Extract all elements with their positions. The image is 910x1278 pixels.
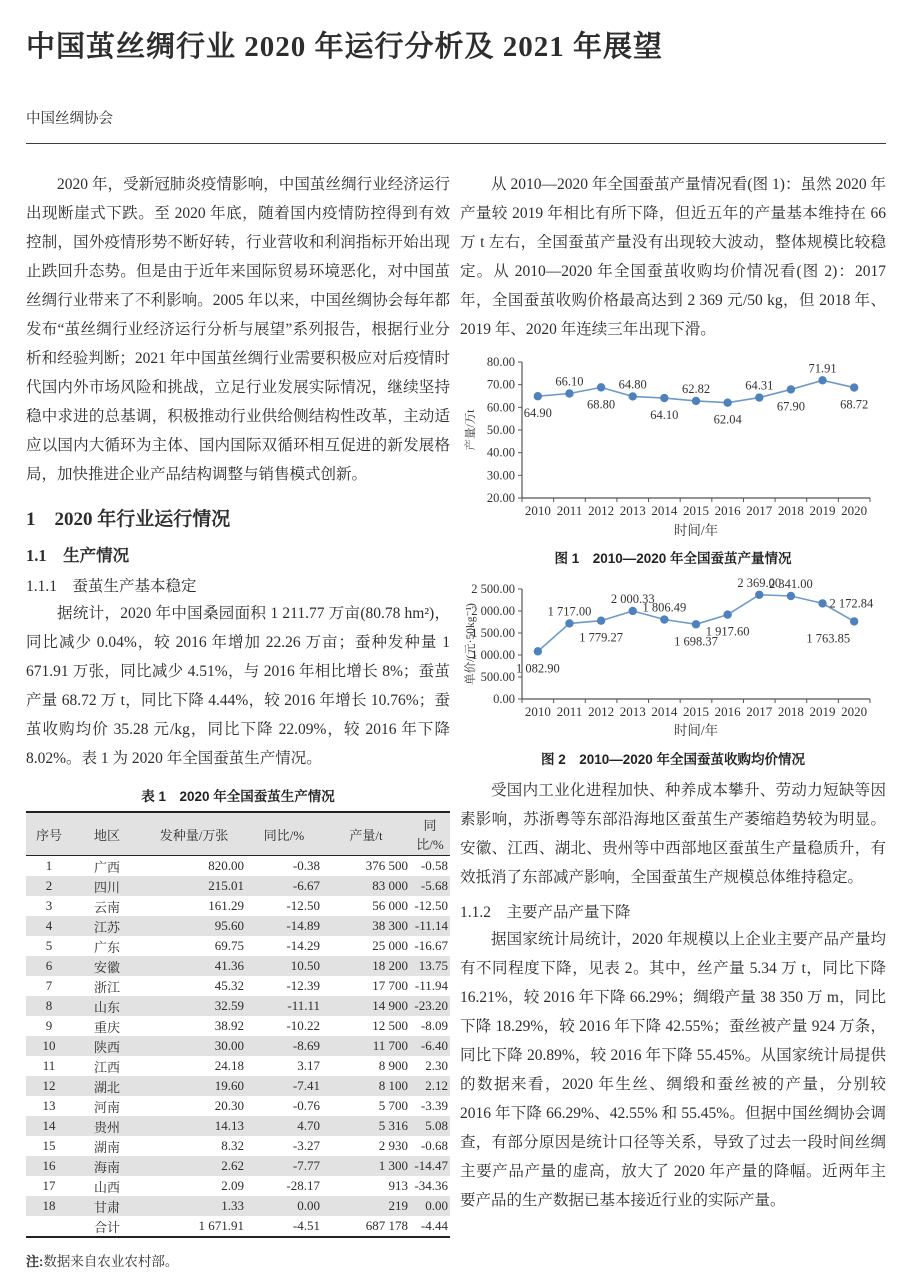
table-cell: -11.11: [287, 998, 320, 1013]
table-cell: -12.50: [414, 898, 448, 913]
table-cell: 0.00: [425, 1198, 448, 1213]
table-cell: 83 000: [372, 878, 408, 893]
svg-text:2010: 2010: [524, 704, 551, 719]
table-cell: 20.30: [214, 1098, 244, 1113]
table-cell: 30.00: [214, 1038, 244, 1053]
section-heading-1-1-2: 1.1.2 主要产品产量下降: [460, 904, 631, 921]
page-title: 中国茧丝绸行业 2020 年运行分析及 2021 年展望: [26, 31, 664, 63]
table-header-cell: 序号: [26, 812, 72, 856]
table-cell: 1: [45, 858, 53, 873]
svg-text:2 369.00: 2 369.00: [737, 575, 782, 590]
table-cell: -14.29: [286, 938, 320, 953]
svg-text:2010: 2010: [524, 503, 551, 518]
table-cell: 56 000: [372, 898, 408, 913]
figure-1-caption: 图 1 2010—2020 年全国蚕茧产量情况: [554, 551, 792, 566]
table-total-row: [26, 1216, 450, 1237]
table-cell: 12 500: [372, 1018, 408, 1033]
table-cell: -4.44: [420, 1218, 448, 1233]
table-cell: 安徽: [93, 959, 120, 975]
table-cell: 12: [42, 1078, 56, 1093]
svg-text:2019: 2019: [809, 704, 836, 719]
table-cell: 合计: [93, 1219, 120, 1235]
table-cell: 10.50: [290, 958, 320, 973]
svg-text:2016: 2016: [714, 503, 741, 518]
header-divider: [26, 143, 886, 144]
svg-text:60.00: 60.00: [486, 400, 515, 415]
table-header-cell: 发种量/万张: [142, 812, 246, 856]
table-cell: 38 300: [372, 918, 408, 933]
table-cell: -8.09: [420, 1018, 448, 1033]
table-row: [26, 916, 450, 936]
svg-text:单价/(元·50kg⁻¹): 单价/(元·50kg⁻¹): [465, 603, 477, 685]
table-cell: -8.69: [292, 1038, 320, 1053]
table-cell: 1 671.91: [198, 1218, 244, 1233]
figure-2: [460, 575, 886, 768]
svg-text:68.72: 68.72: [840, 397, 869, 412]
svg-text:68.80: 68.80: [587, 397, 616, 412]
left-column: [26, 170, 450, 1270]
table-cell: 2.09: [221, 1178, 244, 1193]
table-cell: [26, 1216, 72, 1237]
table-row: [26, 856, 450, 877]
paragraph-stats: 据统计，2020 年中国桑园面积 1 211.77 万亩(80.78 hm²)，同比减少 0.04%，较 2016 年增加 22.26 万亩；蚕种发种量 1 671.91 万张，同比减少 4.51%，与 2016 年相比增长 8%；蚕茧产量 68.72 万 t，同比下降 4.44%，较 2016 年增长 10.76%；蚕茧收购均价 35.28 元/kg，同比下降 22.09%，较 2016 年下降 8.02%。表 1 为 2020 年全国蚕茧生产情况。: [26, 605, 450, 767]
table-cell: 0.00: [297, 1198, 320, 1213]
table1-note-text: 数据来自农业农村部。: [43, 1254, 179, 1269]
svg-text:0.00: 0.00: [493, 692, 515, 706]
table-cell: 11 700: [372, 1038, 408, 1053]
table-cell: -7.77: [292, 1158, 320, 1173]
table-cell: 3: [45, 898, 53, 913]
svg-text:2012: 2012: [588, 503, 615, 518]
chart-cocoon-price: [460, 575, 886, 746]
table-cell: -23.20: [414, 998, 448, 1013]
table-cell: 18: [42, 1198, 56, 1213]
table-row: [26, 1096, 450, 1116]
figure-1: [460, 352, 886, 567]
svg-text:2016: 2016: [714, 704, 741, 719]
table-cell: 14 900: [372, 998, 408, 1013]
table-cell: 4.70: [297, 1118, 320, 1133]
table-cell: 69.75: [214, 938, 244, 953]
table-cell: 17: [42, 1178, 56, 1193]
svg-text:67.90: 67.90: [776, 399, 805, 414]
table-cell: 32.59: [214, 998, 244, 1013]
table-row: [26, 876, 450, 896]
table-row: [26, 1056, 450, 1076]
svg-text:1 082.90: 1 082.90: [515, 661, 560, 676]
table-cell: 4: [45, 918, 53, 933]
table-cell: 5: [45, 938, 53, 953]
table-row: [26, 1136, 450, 1156]
table-cell: -7.41: [292, 1078, 320, 1093]
line-chart: [460, 575, 886, 741]
table-cell: 河南: [93, 1099, 120, 1115]
svg-text:2015: 2015: [683, 704, 709, 719]
chart-cocoon-output: [460, 352, 886, 545]
svg-text:2011: 2011: [556, 704, 583, 719]
svg-text:40.00: 40.00: [486, 445, 515, 460]
table-cell: -5.68: [420, 878, 448, 893]
table-row: [26, 1196, 450, 1216]
table-cell: 24.18: [214, 1058, 244, 1073]
table-cell: 19.60: [214, 1078, 244, 1093]
table-cell: 7: [45, 978, 53, 993]
table-cell: 湖北: [93, 1079, 120, 1095]
svg-text:62.04: 62.04: [713, 412, 742, 427]
svg-text:50.00: 50.00: [486, 423, 515, 437]
svg-text:1 717.00: 1 717.00: [547, 604, 592, 619]
table-cell: -14.89: [286, 918, 320, 933]
table-cell: 3.17: [297, 1058, 320, 1073]
table-cell: 5 700: [378, 1098, 408, 1113]
table-cell: -6.40: [420, 1038, 448, 1053]
table-cell: 江苏: [93, 919, 120, 935]
section-heading-1-1: 1.1 生产情况: [26, 546, 130, 565]
svg-text:1 698.37: 1 698.37: [674, 634, 718, 649]
table-cell: -12.39: [286, 978, 320, 993]
table-cell: 8.32: [221, 1138, 244, 1153]
table-cell: -0.68: [420, 1138, 448, 1153]
table-cell: 山西: [93, 1179, 120, 1195]
line-chart: [460, 352, 886, 540]
svg-text:2020: 2020: [841, 704, 868, 719]
table-cell: 浙江: [93, 979, 120, 995]
svg-text:2 341.00: 2 341.00: [769, 576, 813, 591]
table-row: [26, 936, 450, 956]
two-column-body: [26, 170, 886, 1270]
svg-text:2013: 2013: [619, 503, 646, 518]
table-cell: -6.67: [292, 878, 320, 893]
table-cell: 11: [42, 1058, 56, 1073]
svg-text:2 172.84: 2 172.84: [829, 596, 874, 611]
svg-text:产量/万t: 产量/万t: [465, 409, 477, 451]
table-cell: -3.39: [420, 1098, 448, 1113]
table1: [26, 811, 450, 1238]
svg-text:64.31: 64.31: [745, 378, 774, 393]
table-cell: 海南: [93, 1159, 120, 1175]
table-cell: 2 930: [378, 1138, 408, 1153]
table-cell: 45.32: [214, 978, 244, 993]
svg-text:1 917.60: 1 917.60: [705, 624, 750, 639]
svg-text:2014: 2014: [651, 503, 678, 518]
svg-text:62.82: 62.82: [681, 381, 711, 396]
table-cell: 贵州: [93, 1119, 120, 1135]
paragraph-products: 据国家统计局统计，2020 年规模以上企业主要产品产量均有不同程度下降，见表 2。其中，丝产量 5.34 万 t，同比下降 16.21%，较 2016 年下降 66.29%；绸缎产量 38 350 万 m，同比下降 18.29%，较 2016 年下降 42.55%；蚕丝被产量 924 万条，同比下降 20.89%，较 2016 年下降 55.45%。从国家统计局提供的数据来看，2020 年生丝、绸缎和蚕丝被的产量，分别较 2016 年下降 66.29%、42.55% 和 55.45%。但据中国丝绸协会调查，有部分原因是统计口径等关系，导致了过去一段时间丝绸主要产品产量的虚高，放大了 2020 年产量的降幅。近两年主要产品的生产数据已基本接近行业的实际产量。: [460, 931, 886, 1209]
table-cell: 8 100: [378, 1078, 408, 1093]
table-header-cell: 同比/%: [246, 812, 322, 856]
table-cell: 6: [45, 958, 53, 973]
table1-note: [26, 1250, 450, 1270]
table-cell: -12.50: [286, 898, 320, 913]
table1-note-label: 注:: [26, 1254, 44, 1269]
svg-text:2014: 2014: [651, 704, 678, 719]
table-cell: 5.08: [425, 1118, 448, 1133]
table-header-cell: 地区: [72, 812, 142, 856]
table-row: [26, 956, 450, 976]
table-cell: 2: [45, 878, 53, 893]
table-cell: 1 300: [378, 1158, 408, 1173]
table-cell: 广东: [93, 939, 120, 955]
svg-text:1 806.49: 1 806.49: [642, 600, 687, 615]
svg-text:70.00: 70.00: [486, 377, 515, 392]
table-cell: -0.38: [292, 858, 320, 873]
svg-text:1 500.00: 1 500.00: [471, 626, 515, 640]
svg-text:2012: 2012: [588, 704, 615, 719]
table-cell: 9: [45, 1018, 53, 1033]
svg-text:2011: 2011: [556, 503, 583, 518]
table-cell: 重庆: [93, 1019, 120, 1035]
table-cell: 687 178: [365, 1218, 408, 1233]
table-cell: 913: [388, 1178, 408, 1193]
table1-caption: 表 1 2020 年全国蚕茧生产情况: [141, 789, 335, 804]
svg-text:2018: 2018: [777, 704, 804, 719]
table-cell: 山东: [93, 999, 120, 1015]
table-cell: 四川: [93, 879, 120, 895]
svg-text:1 000.00: 1 000.00: [471, 648, 515, 662]
table-cell: -0.76: [292, 1098, 320, 1113]
svg-text:66.10: 66.10: [555, 374, 584, 389]
svg-text:1 763.85: 1 763.85: [806, 631, 851, 646]
table-row: [26, 896, 450, 916]
section-heading-1: 1 2020 年行业运行情况: [26, 509, 231, 530]
svg-text:64.80: 64.80: [618, 377, 647, 392]
table-row: [26, 976, 450, 996]
table-cell: -11.94: [414, 978, 448, 993]
table-cell: 湖南: [93, 1139, 120, 1155]
svg-text:71.91: 71.91: [808, 361, 837, 376]
table-cell: 广西: [93, 859, 120, 875]
svg-text:2 000.00: 2 000.00: [471, 604, 515, 618]
table-cell: 41.36: [214, 958, 244, 973]
table-cell: -3.27: [292, 1138, 320, 1153]
section-heading-1-1-1: 1.1.1 蚕茧生产基本稳定: [26, 578, 197, 595]
table1-header-row: [26, 812, 450, 856]
table-cell: 16: [42, 1158, 56, 1173]
table-cell: 820.00: [208, 858, 244, 873]
svg-text:2018: 2018: [777, 503, 804, 518]
table-cell: -14.47: [414, 1158, 448, 1173]
svg-text:64.90: 64.90: [523, 406, 552, 421]
svg-text:2015: 2015: [683, 503, 709, 518]
table-row: [26, 1156, 450, 1176]
table-cell: 13: [42, 1098, 56, 1113]
table-cell: 1.33: [221, 1198, 244, 1213]
table-cell: 云南: [93, 899, 120, 915]
table-cell: 14.13: [214, 1118, 244, 1133]
table-cell: -11.14: [414, 918, 448, 933]
table-cell: 25 000: [372, 938, 408, 953]
paragraph-output: 从 2010—2020 年全国蚕茧产量情况看(图 1)：虽然 2020 年产量较 2019 年相比有所下降，但近五年的产量基本维持在 66 万 t 左右，全国蚕茧产量没有出现较大波动，整体规模比较稳定。从 2010—2020 年全国蚕茧收购均价情况看(图 2)：2017 年，全国蚕茧收购价格最高达到 2 369 元/50 kg，但 2018 年、2019 年、2020 年连续三年出现下滑。: [460, 176, 886, 338]
svg-text:500.00: 500.00: [480, 670, 515, 684]
svg-text:2017: 2017: [746, 704, 773, 719]
table-cell: -10.22: [286, 1018, 320, 1033]
svg-text:2020: 2020: [841, 503, 868, 518]
svg-text:2 000.33: 2 000.33: [610, 591, 655, 606]
right-column: [460, 170, 886, 1270]
table-cell: 2.30: [425, 1058, 448, 1073]
table-row: [26, 1076, 450, 1096]
table-cell: 8 900: [378, 1058, 408, 1073]
table-cell: 95.60: [214, 918, 244, 933]
table-cell: 5 316: [378, 1118, 408, 1133]
table-cell: -34.36: [414, 1178, 448, 1193]
table-row: [26, 1036, 450, 1056]
table-cell: 2.62: [221, 1158, 244, 1173]
table-row: [26, 1116, 450, 1136]
table-cell: 陕西: [93, 1039, 120, 1055]
table-cell: -28.17: [286, 1178, 320, 1193]
figure-2-caption: 图 2 2010—2020 年全国蚕茧收购均价情况: [540, 752, 806, 767]
table-cell: -16.67: [414, 938, 448, 953]
svg-text:20.00: 20.00: [486, 491, 515, 505]
table-row: [26, 996, 450, 1016]
paragraph-intro: 2020 年，受新冠肺炎疫情影响，中国茧丝绸行业经济运行出现断崖式下跌。至 2020 年底，随着国内疫情防控得到有效控制，国外疫情形势不断好转，行业营收和利润指标开始出现止跌回升态势。但是由于近年来国际贸易环境恶化，对中国茧丝绸行业带来了不利影响。2005 年以来，中国丝绸协会每年都发布“茧丝绸行业经济运行分析与展望”系列报告，根据行业分析和经验判断；2021 年中国茧丝绸行业需要积极应对后疫情时代国内外市场风险和挑战，立足行业发展实际情况，继续坚持稳中求进的总基调，积极推动行业供给侧结构性改革，主动适应以国内大循环为主体、国内国际双循环相互促进的新发展格局，加快推进企业产品结构调整与销售模式创新。: [26, 176, 450, 483]
table-row: [26, 1176, 450, 1196]
table1-body: [26, 856, 450, 1238]
table-cell: 8: [45, 998, 53, 1013]
svg-text:2 500.00: 2 500.00: [471, 582, 515, 596]
table-header-cell: 产量/t: [322, 812, 410, 856]
svg-text:时间/年: 时间/年: [673, 523, 719, 538]
svg-text:64.10: 64.10: [650, 408, 679, 423]
table-cell: 13.75: [418, 958, 448, 973]
svg-text:80.00: 80.00: [486, 355, 515, 369]
svg-text:时间/年: 时间/年: [673, 723, 719, 738]
svg-text:2019: 2019: [809, 503, 836, 518]
author: 中国丝绸协会: [26, 111, 113, 127]
table-cell: 2.12: [425, 1078, 448, 1093]
table-cell: 219: [388, 1198, 408, 1213]
svg-text:1 779.27: 1 779.27: [579, 630, 623, 645]
table-cell: 江西: [93, 1059, 120, 1075]
table-cell: 10: [42, 1038, 56, 1053]
table-cell: 17 700: [372, 978, 408, 993]
table-cell: -0.58: [420, 858, 448, 873]
table-row: [26, 1016, 450, 1036]
table-cell: 161.29: [208, 898, 244, 913]
svg-text:2017: 2017: [746, 503, 773, 518]
table-cell: 甘肃: [93, 1199, 120, 1215]
table-header-cell: 同比/%: [410, 812, 450, 856]
table-cell: -4.51: [292, 1218, 320, 1233]
table-cell: 18 200: [372, 958, 408, 973]
table-cell: 14: [42, 1118, 56, 1133]
table-cell: 15: [42, 1138, 56, 1153]
table-cell: 376 500: [365, 858, 408, 873]
table-cell: 38.92: [214, 1018, 244, 1033]
svg-text:30.00: 30.00: [486, 468, 515, 483]
paragraph-regional: 受国内工业化进程加快、种养成本攀升、劳动力短缺等因素影响，苏浙粤等东部沿海地区蚕茧生产萎缩趋势较为明显。安徽、江西、湖北、贵州等中西部地区蚕茧生产量稳质升，有效抵消了东部减产影响，全国蚕茧生产规模总体维持稳定。: [460, 782, 886, 886]
table-cell: 215.01: [208, 878, 244, 893]
svg-text:2013: 2013: [619, 704, 646, 719]
